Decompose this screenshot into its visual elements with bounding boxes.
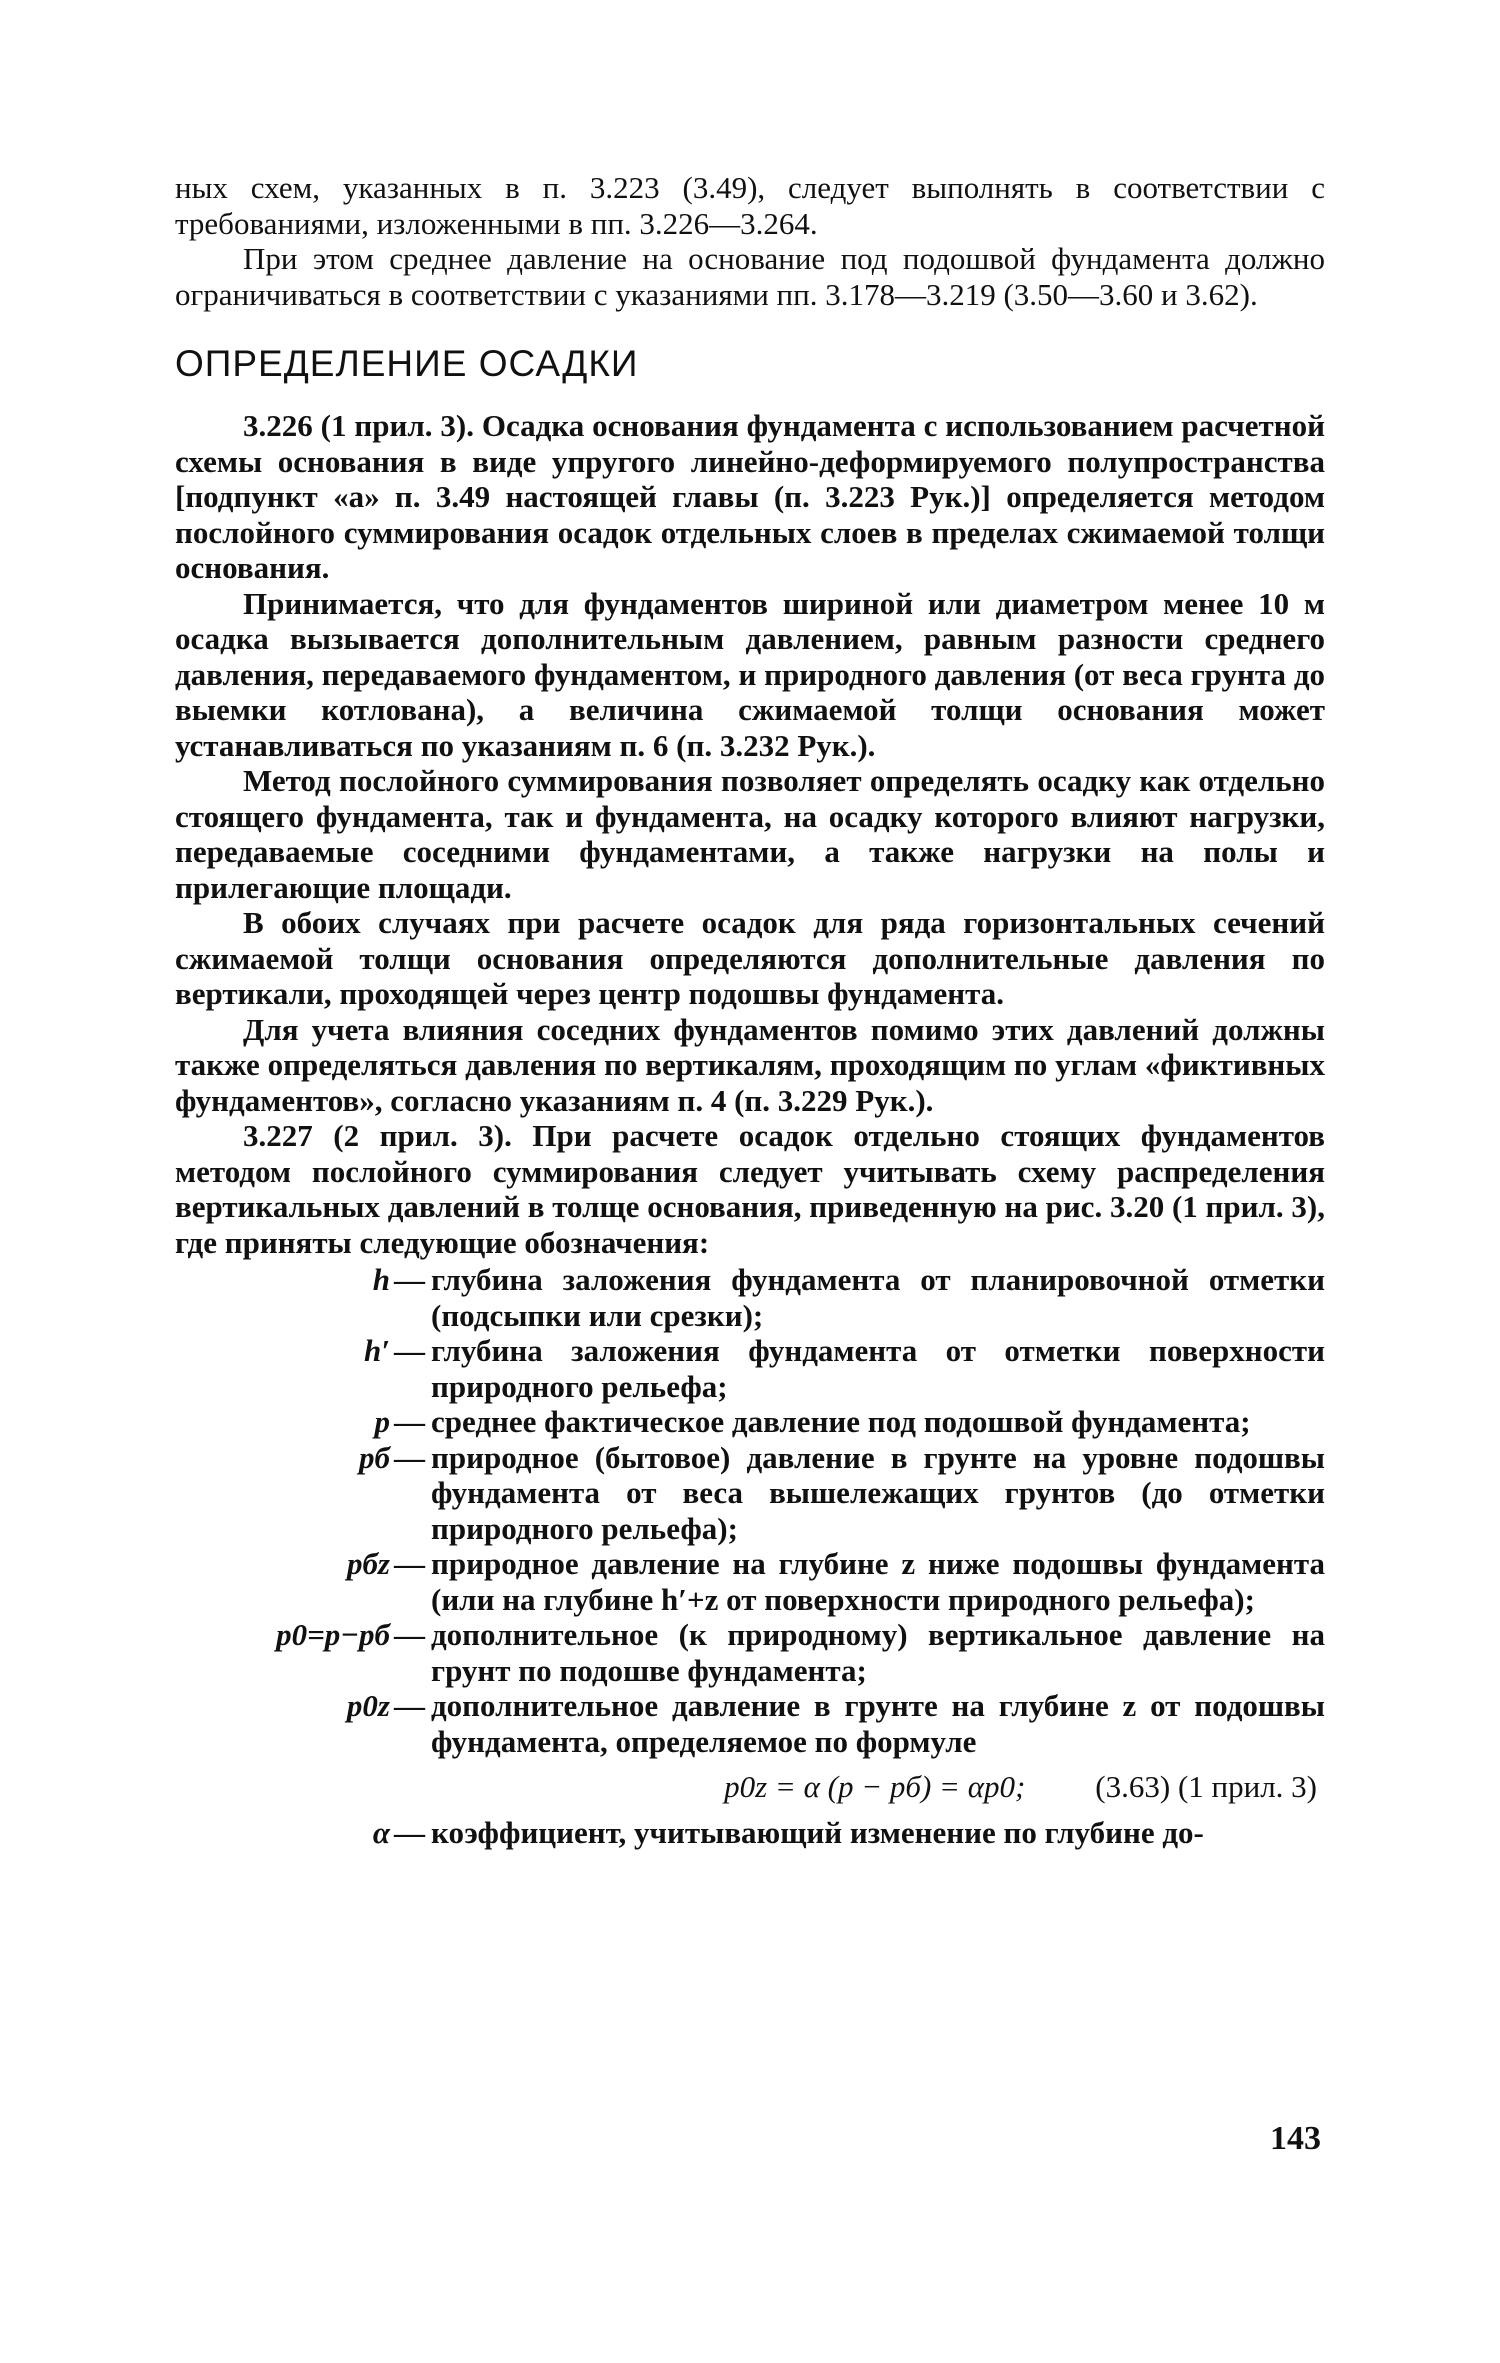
paragraph-neighbors: Для учета влияния соседних фундаментов помимо этих давлений должны также определяться давления по вертикалям, проходящим по углам «фиктивных фундаментов», согласно указаниям п. 4 (п. 3.229 Рук.). — [175, 1011, 1325, 1118]
page-number: 143 — [1270, 2120, 1321, 2157]
text-column — [175, 170, 1325, 1850]
definition-item: p — среднее фактическое давление под подошвой фундамента; — [175, 1404, 1325, 1440]
definition-symbol: p0=p−pб — [276, 1617, 390, 1652]
definition-symbol: h — [372, 1262, 390, 1297]
definition-item: α — коэффициент, учитывающий изменение по глубине до- — [175, 1815, 1325, 1851]
formula-3-63 — [175, 1769, 1325, 1805]
definition-symbol: p — [374, 1404, 390, 1439]
formula-reference: (3.63) (1 прил. 3) — [1095, 1769, 1317, 1804]
definitions-list — [175, 1262, 1325, 1850]
paragraph-3-227: 3.227 (2 прил. 3). При расчете осадок отдельно стоящих фундаментов методом послойного суммирования следует учитывать схему распределения вертикальных давлений в толще основания, приведенную на рис. 3.20 (1 прил. 3), где приняты следующие обозначения: — [175, 1118, 1325, 1260]
paragraph-continuation: ных схем, указанных в п. 3.223 (3.49), следует выполнять в соответствии с требованиями, изложенными в пп. 3.226—3.264. — [175, 170, 1325, 241]
definition-symbol: pб — [359, 1439, 390, 1475]
definition-symbol: h′ — [364, 1333, 390, 1368]
paragraph-assumption: Принимается, что для фундаментов шириной или диаметром менее 10 м осадка вызывается дополнительным давлением, равным разности среднего давления, передаваемого фундаментом, и природного давления (от веса грунта до выемки котлована), а величина сжимаемой толщи основания может устанавливаться по указаниям п. 6 (п. 3.232 Рук.). — [175, 585, 1325, 763]
paragraph-3-226: 3.226 (1 прил. 3). Осадка основания фундамента с использованием расчетной схемы основания в виде упругого линейно-деформируемого полупространства [подпункт «а» п. 3.49 настоящей главы (п. 3.223 Рук.)] определяется методом послойного суммирования осадок отдельных слоев в пределах сжимаемой толщи основания. — [175, 408, 1325, 585]
definition-item: p0=p−pб — дополнительное (к природному) вертикальное давление на грунт по подошве фундамента; — [175, 1617, 1325, 1688]
definition-item: pбz — природное давление на глубине z ниже подошвы фундамента (или на глубине h′+z от поверхности природного рельефа); — [175, 1546, 1325, 1617]
definition-symbol: p0z — [346, 1688, 390, 1723]
paragraph-method: Метод послойного суммирования позволяет определять осадку как отдельно стоящего фундамента, так и фундамента, на осадку которого влияют нагрузки, передаваемые соседними фундаментами, а также нагрузки на полы и прилегающие площади. — [175, 763, 1325, 905]
definition-text: глубина заложения фундамента от отметки поверхности природного рельефа; — [431, 1333, 1325, 1404]
definition-symbol: α — [372, 1814, 390, 1850]
definition-text: дополнительное (к природному) вертикальное давление на грунт по подошве фундамента; — [431, 1617, 1325, 1688]
definition-text: природное (бытовое) давление в грунте на уровне подошвы фундамента от веса вышележащих грунтов (до отметки природного рельефа); — [431, 1439, 1325, 1546]
definition-text: дополнительное давление в грунте на глубине z от подошвы фундамента, определяемое по формуле — [431, 1688, 1325, 1759]
formula-expression: p0z = α (p − pб) = αp0; — [724, 1769, 1026, 1804]
paragraph-both-cases: В обоих случаях при расчете осадок для ряда горизонтальных сечений сжимаемой толщи основания определяются дополнительные давления по вертикали, проходящей через центр подошвы фундамента. — [175, 905, 1325, 1011]
definition-item: p0z — дополнительное давление в грунте на глубине z от подошвы фундамента, определяемое по формуле — [175, 1688, 1325, 1759]
definition-text: глубина заложения фундамента от планировочной отметки (подсыпки или срезки); — [431, 1262, 1325, 1333]
definition-text: природное давление на глубине z ниже подошвы фундамента (или на глубине h′+z от поверхности природного рельефа); — [431, 1546, 1325, 1617]
section-heading: ОПРЕДЕЛЕНИЕ ОСАДКИ — [175, 343, 639, 384]
paragraph-pressure-limit: При этом среднее давление на основание под подошвой фундамента должно ограничиваться в соответствии с указаниями пп. 3.178—3.219 (3.50—3.60 и 3.62). — [175, 241, 1325, 312]
definition-item: h′ — глубина заложения фундамента от отметки поверхности природного рельефа; — [175, 1333, 1325, 1404]
definition-text: среднее фактическое давление под подошвой фундамента; — [431, 1404, 1251, 1439]
definition-text: коэффициент, учитывающий изменение по глубине до- — [431, 1814, 1204, 1850]
definition-item: h — глубина заложения фундамента от планировочной отметки (подсыпки или срезки); — [175, 1262, 1325, 1333]
definition-symbol: pбz — [346, 1546, 390, 1581]
definition-item: pб — природное (бытовое) давление в грунте на уровне подошвы фундамента от веса вышележащих грунтов (до отметки природного рельефа); — [175, 1440, 1325, 1547]
